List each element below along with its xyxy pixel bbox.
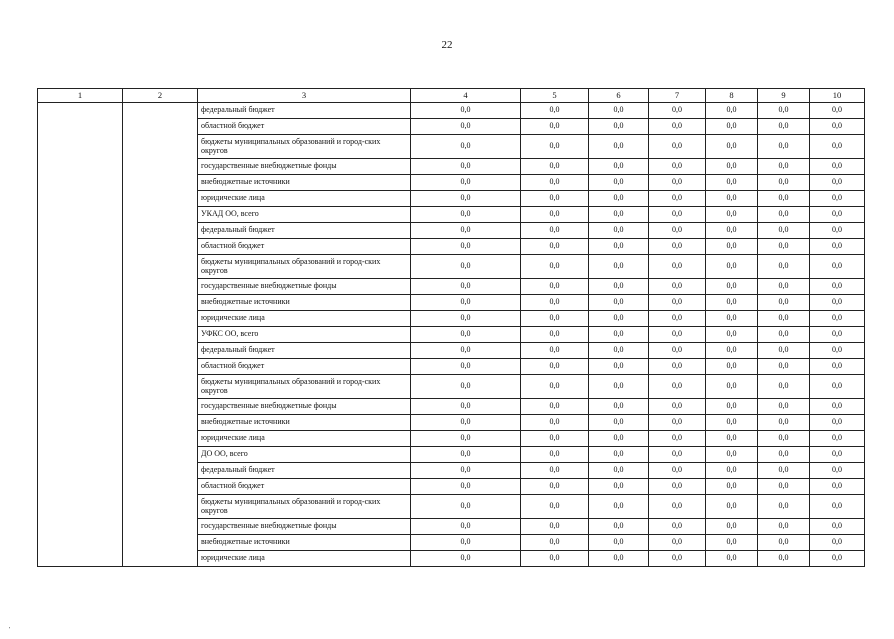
page-number: 22	[441, 39, 453, 51]
value-cell: 0,0	[411, 535, 521, 551]
value-cell: 0,0	[649, 135, 706, 159]
value-cell: 0,0	[810, 119, 865, 135]
value-cell: 0,0	[810, 135, 865, 159]
value-cell: 0,0	[521, 223, 589, 239]
value-cell: 0,0	[758, 223, 810, 239]
row-label: внебюджетные источники	[198, 295, 411, 311]
value-cell: 0,0	[758, 535, 810, 551]
value-cell: 0,0	[758, 175, 810, 191]
value-cell: 0,0	[521, 359, 589, 375]
value-cell: 0,0	[758, 479, 810, 495]
value-cell: 0,0	[706, 399, 758, 415]
row-label: федеральный бюджет	[198, 463, 411, 479]
value-cell: 0,0	[411, 119, 521, 135]
value-cell: 0,0	[810, 495, 865, 519]
row-label: внебюджетные источники	[198, 175, 411, 191]
value-cell: 0,0	[411, 191, 521, 207]
value-cell: 0,0	[649, 535, 706, 551]
value-cell: 0,0	[758, 191, 810, 207]
value-cell: 0,0	[521, 239, 589, 255]
value-cell: 0,0	[649, 295, 706, 311]
row-label: внебюджетные источники	[198, 415, 411, 431]
value-cell: 0,0	[706, 495, 758, 519]
value-cell: 0,0	[589, 343, 649, 359]
value-cell: 0,0	[521, 207, 589, 223]
value-cell: 0,0	[649, 479, 706, 495]
row-label: областной бюджет	[198, 479, 411, 495]
value-cell: 0,0	[706, 223, 758, 239]
value-cell: 0,0	[411, 479, 521, 495]
value-cell: 0,0	[521, 279, 589, 295]
value-cell: 0,0	[589, 311, 649, 327]
value-cell: 0,0	[649, 327, 706, 343]
row-label: государственные внебюджетные фонды	[198, 279, 411, 295]
value-cell: 0,0	[758, 359, 810, 375]
value-cell: 0,0	[706, 375, 758, 399]
value-cell: 0,0	[411, 495, 521, 519]
value-cell: 0,0	[649, 255, 706, 279]
value-cell: 0,0	[411, 103, 521, 119]
column-header: 4	[411, 89, 521, 103]
value-cell: 0,0	[810, 239, 865, 255]
value-cell: 0,0	[649, 119, 706, 135]
value-cell: 0,0	[411, 551, 521, 567]
value-cell: 0,0	[521, 119, 589, 135]
value-cell: 0,0	[706, 463, 758, 479]
value-cell: 0,0	[589, 535, 649, 551]
row-label: государственные внебюджетные фонды	[198, 399, 411, 415]
value-cell: 0,0	[706, 327, 758, 343]
row-label: внебюджетные источники	[198, 535, 411, 551]
value-cell: 0,0	[810, 175, 865, 191]
value-cell: 0,0	[649, 463, 706, 479]
value-cell: 0,0	[589, 119, 649, 135]
value-cell: 0,0	[521, 311, 589, 327]
value-cell: 0,0	[649, 447, 706, 463]
value-cell: 0,0	[706, 191, 758, 207]
value-cell: 0,0	[521, 343, 589, 359]
row-label: федеральный бюджет	[198, 343, 411, 359]
value-cell: 0,0	[589, 255, 649, 279]
row-label: бюджеты муниципальных образований и город-ских округов	[198, 255, 411, 279]
value-cell: 0,0	[649, 223, 706, 239]
row-label: федеральный бюджет	[198, 103, 411, 119]
value-cell: 0,0	[810, 551, 865, 567]
value-cell: 0,0	[521, 295, 589, 311]
row-label: УКАД ОО, всего	[198, 207, 411, 223]
value-cell: 0,0	[706, 239, 758, 255]
table-row	[38, 103, 865, 119]
value-cell: 0,0	[411, 239, 521, 255]
value-cell: 0,0	[706, 119, 758, 135]
value-cell: 0,0	[706, 519, 758, 535]
value-cell: 0,0	[411, 295, 521, 311]
value-cell: 0,0	[649, 415, 706, 431]
value-cell: 0,0	[649, 103, 706, 119]
value-cell: 0,0	[589, 175, 649, 191]
value-cell: 0,0	[758, 255, 810, 279]
value-cell: 0,0	[810, 359, 865, 375]
value-cell: 0,0	[411, 343, 521, 359]
value-cell: 0,0	[521, 103, 589, 119]
value-cell: 0,0	[589, 135, 649, 159]
value-cell: 0,0	[411, 359, 521, 375]
value-cell: 0,0	[521, 535, 589, 551]
value-cell: 0,0	[411, 519, 521, 535]
value-cell: 0,0	[758, 279, 810, 295]
value-cell: 0,0	[589, 239, 649, 255]
row-label: ДО ОО, всего	[198, 447, 411, 463]
col-2-cell	[123, 103, 198, 567]
row-label: бюджеты муниципальных образований и город-ских округов	[198, 375, 411, 399]
value-cell: 0,0	[411, 447, 521, 463]
value-cell: 0,0	[521, 519, 589, 535]
value-cell: 0,0	[706, 103, 758, 119]
value-cell: 0,0	[649, 399, 706, 415]
budget-table	[37, 88, 865, 567]
value-cell: 0,0	[758, 159, 810, 175]
value-cell: 0,0	[810, 279, 865, 295]
value-cell: 0,0	[810, 295, 865, 311]
column-header: 1	[38, 89, 123, 103]
value-cell: 0,0	[649, 239, 706, 255]
row-label: юридические лица	[198, 431, 411, 447]
value-cell: 0,0	[589, 207, 649, 223]
value-cell: 0,0	[706, 311, 758, 327]
column-header: 3	[198, 89, 411, 103]
value-cell: 0,0	[649, 343, 706, 359]
value-cell: 0,0	[589, 375, 649, 399]
value-cell: 0,0	[411, 431, 521, 447]
value-cell: 0,0	[758, 551, 810, 567]
value-cell: 0,0	[521, 255, 589, 279]
value-cell: 0,0	[810, 519, 865, 535]
value-cell: 0,0	[758, 399, 810, 415]
value-cell: 0,0	[810, 343, 865, 359]
value-cell: 0,0	[706, 415, 758, 431]
value-cell: 0,0	[589, 519, 649, 535]
value-cell: 0,0	[649, 495, 706, 519]
row-label: государственные внебюджетные фонды	[198, 519, 411, 535]
value-cell: 0,0	[521, 327, 589, 343]
value-cell: 0,0	[589, 447, 649, 463]
value-cell: 0,0	[706, 135, 758, 159]
value-cell: 0,0	[521, 375, 589, 399]
value-cell: 0,0	[649, 375, 706, 399]
value-cell: 0,0	[706, 535, 758, 551]
value-cell: 0,0	[649, 431, 706, 447]
value-cell: 0,0	[810, 311, 865, 327]
table-body	[38, 103, 865, 567]
value-cell: 0,0	[649, 311, 706, 327]
value-cell: 0,0	[758, 135, 810, 159]
value-cell: 0,0	[706, 175, 758, 191]
value-cell: 0,0	[521, 431, 589, 447]
column-header: 5	[521, 89, 589, 103]
corner-mark: '	[9, 627, 11, 633]
column-header: 6	[589, 89, 649, 103]
value-cell: 0,0	[649, 159, 706, 175]
value-cell: 0,0	[521, 495, 589, 519]
value-cell: 0,0	[589, 415, 649, 431]
value-cell: 0,0	[649, 519, 706, 535]
value-cell: 0,0	[411, 311, 521, 327]
value-cell: 0,0	[521, 551, 589, 567]
value-cell: 0,0	[411, 223, 521, 239]
value-cell: 0,0	[810, 399, 865, 415]
value-cell: 0,0	[411, 415, 521, 431]
value-cell: 0,0	[411, 279, 521, 295]
value-cell: 0,0	[706, 431, 758, 447]
value-cell: 0,0	[706, 255, 758, 279]
value-cell: 0,0	[589, 359, 649, 375]
row-label: юридические лица	[198, 551, 411, 567]
value-cell: 0,0	[521, 159, 589, 175]
value-cell: 0,0	[706, 279, 758, 295]
value-cell: 0,0	[810, 535, 865, 551]
value-cell: 0,0	[810, 375, 865, 399]
value-cell: 0,0	[758, 311, 810, 327]
col-1-cell	[38, 103, 123, 567]
value-cell: 0,0	[758, 463, 810, 479]
value-cell: 0,0	[411, 375, 521, 399]
row-label: юридические лица	[198, 311, 411, 327]
value-cell: 0,0	[411, 255, 521, 279]
value-cell: 0,0	[758, 295, 810, 311]
value-cell: 0,0	[521, 399, 589, 415]
value-cell: 0,0	[589, 551, 649, 567]
value-cell: 0,0	[589, 463, 649, 479]
value-cell: 0,0	[521, 191, 589, 207]
value-cell: 0,0	[521, 447, 589, 463]
value-cell: 0,0	[589, 431, 649, 447]
value-cell: 0,0	[589, 295, 649, 311]
value-cell: 0,0	[589, 399, 649, 415]
value-cell: 0,0	[810, 159, 865, 175]
value-cell: 0,0	[706, 359, 758, 375]
value-cell: 0,0	[810, 207, 865, 223]
value-cell: 0,0	[758, 447, 810, 463]
value-cell: 0,0	[758, 343, 810, 359]
row-label: бюджеты муниципальных образований и город-ских округов	[198, 495, 411, 519]
row-label: областной бюджет	[198, 239, 411, 255]
value-cell: 0,0	[521, 479, 589, 495]
column-header: 9	[758, 89, 810, 103]
value-cell: 0,0	[758, 103, 810, 119]
value-cell: 0,0	[810, 327, 865, 343]
row-label: областной бюджет	[198, 119, 411, 135]
column-header: 7	[649, 89, 706, 103]
value-cell: 0,0	[706, 447, 758, 463]
row-label: УФКС ОО, всего	[198, 327, 411, 343]
value-cell: 0,0	[411, 399, 521, 415]
value-cell: 0,0	[810, 447, 865, 463]
value-cell: 0,0	[810, 415, 865, 431]
value-cell: 0,0	[706, 551, 758, 567]
value-cell: 0,0	[758, 375, 810, 399]
value-cell: 0,0	[649, 191, 706, 207]
value-cell: 0,0	[411, 207, 521, 223]
value-cell: 0,0	[758, 495, 810, 519]
value-cell: 0,0	[589, 495, 649, 519]
column-header: 2	[123, 89, 198, 103]
value-cell: 0,0	[706, 159, 758, 175]
value-cell: 0,0	[706, 295, 758, 311]
column-header: 10	[810, 89, 865, 103]
value-cell: 0,0	[521, 135, 589, 159]
header-row	[38, 89, 865, 103]
value-cell: 0,0	[810, 191, 865, 207]
row-label: юридические лица	[198, 191, 411, 207]
value-cell: 0,0	[649, 175, 706, 191]
value-cell: 0,0	[649, 279, 706, 295]
value-cell: 0,0	[706, 343, 758, 359]
row-label: федеральный бюджет	[198, 223, 411, 239]
value-cell: 0,0	[810, 479, 865, 495]
value-cell: 0,0	[758, 119, 810, 135]
value-cell: 0,0	[589, 279, 649, 295]
value-cell: 0,0	[706, 479, 758, 495]
value-cell: 0,0	[649, 359, 706, 375]
value-cell: 0,0	[810, 223, 865, 239]
row-label: областной бюджет	[198, 359, 411, 375]
value-cell: 0,0	[589, 327, 649, 343]
value-cell: 0,0	[411, 175, 521, 191]
value-cell: 0,0	[589, 191, 649, 207]
value-cell: 0,0	[758, 327, 810, 343]
value-cell: 0,0	[706, 207, 758, 223]
value-cell: 0,0	[589, 223, 649, 239]
value-cell: 0,0	[411, 135, 521, 159]
column-header: 8	[706, 89, 758, 103]
value-cell: 0,0	[758, 519, 810, 535]
value-cell: 0,0	[758, 239, 810, 255]
value-cell: 0,0	[649, 207, 706, 223]
value-cell: 0,0	[589, 159, 649, 175]
value-cell: 0,0	[758, 207, 810, 223]
value-cell: 0,0	[810, 255, 865, 279]
value-cell: 0,0	[758, 431, 810, 447]
value-cell: 0,0	[758, 415, 810, 431]
value-cell: 0,0	[649, 551, 706, 567]
row-label: бюджеты муниципальных образований и город-ских округов	[198, 135, 411, 159]
value-cell: 0,0	[521, 415, 589, 431]
value-cell: 0,0	[521, 463, 589, 479]
value-cell: 0,0	[810, 463, 865, 479]
value-cell: 0,0	[589, 103, 649, 119]
value-cell: 0,0	[589, 479, 649, 495]
value-cell: 0,0	[411, 463, 521, 479]
value-cell: 0,0	[810, 431, 865, 447]
value-cell: 0,0	[411, 327, 521, 343]
row-label: государственные внебюджетные фонды	[198, 159, 411, 175]
value-cell: 0,0	[521, 175, 589, 191]
value-cell: 0,0	[810, 103, 865, 119]
value-cell: 0,0	[411, 159, 521, 175]
